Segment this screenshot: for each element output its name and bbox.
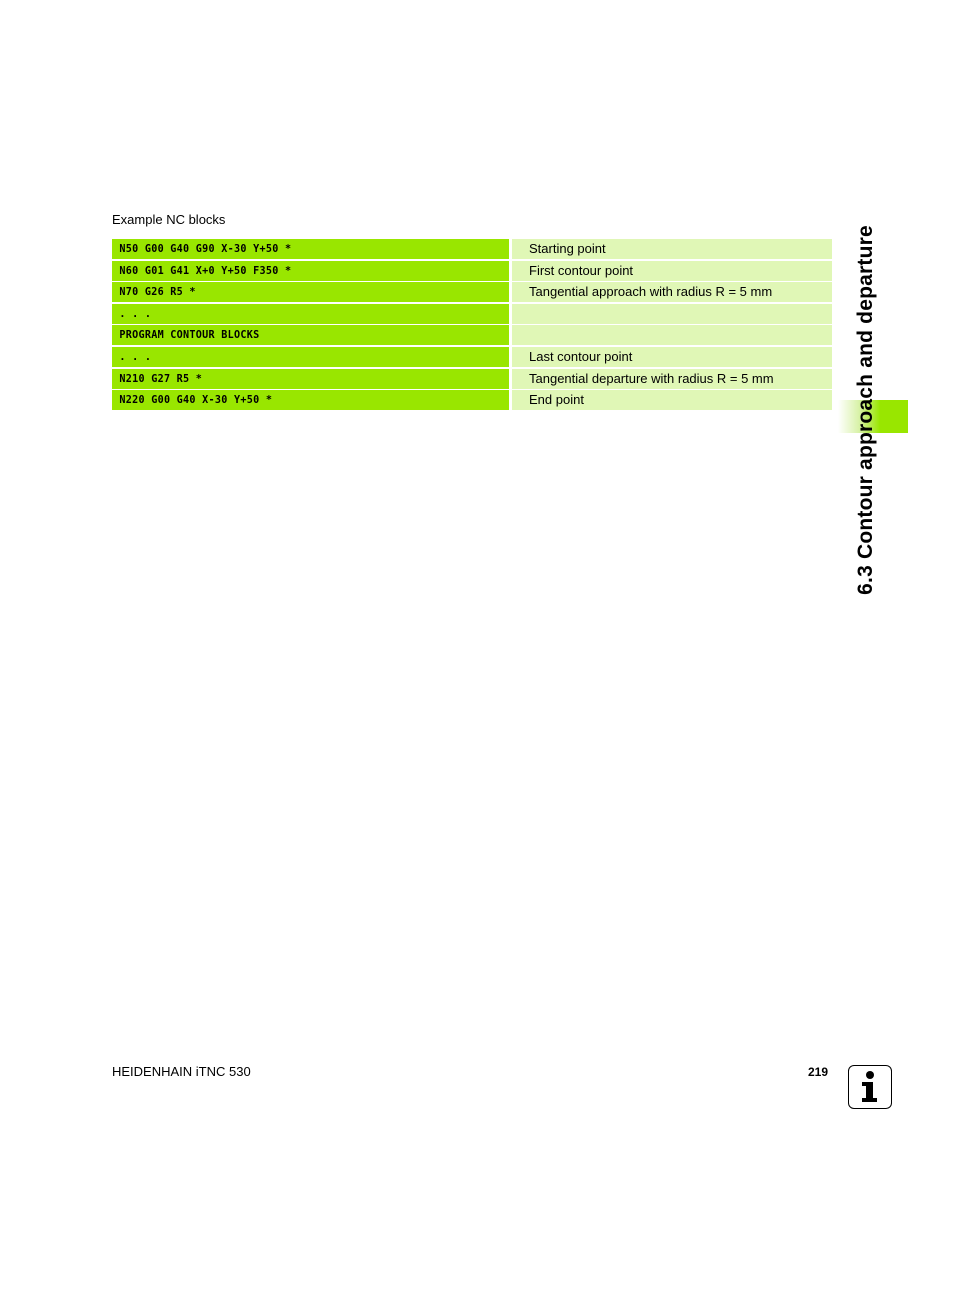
nc-code-cell: N60 G01 G41 X+0 Y+50 F350 * [112, 261, 477, 281]
nc-description-cell: Last contour point [512, 347, 832, 367]
nc-code-cell: N70 G26 R5 * [112, 282, 477, 302]
nc-description-cell: End point [512, 390, 832, 410]
nc-description-cell: Tangential departure with radius R = 5 mm [512, 369, 832, 389]
table-row [112, 304, 832, 324]
chapter-heading: 6.3 Contour approach and departure [854, 225, 877, 595]
nc-code-cell: PROGRAM CONTOUR BLOCKS [112, 325, 477, 345]
nc-description-cell: First contour point [512, 261, 832, 281]
nc-code-cell: N220 G00 G40 X-30 Y+50 * [112, 390, 477, 410]
nc-blocks-table [112, 239, 832, 412]
table-row [112, 239, 832, 259]
nc-code-cell: N50 G00 G40 G90 X-30 Y+50 * [112, 239, 477, 259]
info-icon [848, 1065, 892, 1109]
nc-description-cell: Starting point [512, 239, 832, 259]
nc-code-cell: N210 G27 R5 * [112, 369, 477, 389]
nc-description-cell [512, 304, 832, 324]
nc-description-cell: Tangential approach with radius R = 5 mm [512, 282, 832, 302]
example-caption: Example NC blocks [112, 212, 226, 227]
footer-manual-title: HEIDENHAIN iTNC 530 [112, 1064, 251, 1079]
table-row [112, 347, 832, 367]
table-row [112, 369, 832, 389]
table-row [112, 282, 832, 302]
table-row [112, 261, 832, 281]
nc-code-cell: . . . [112, 304, 477, 324]
nc-description-cell [512, 325, 832, 345]
table-row [112, 390, 832, 410]
table-row [112, 325, 832, 345]
nc-code-cell: . . . [112, 347, 477, 367]
page-number: 219 [808, 1065, 829, 1079]
